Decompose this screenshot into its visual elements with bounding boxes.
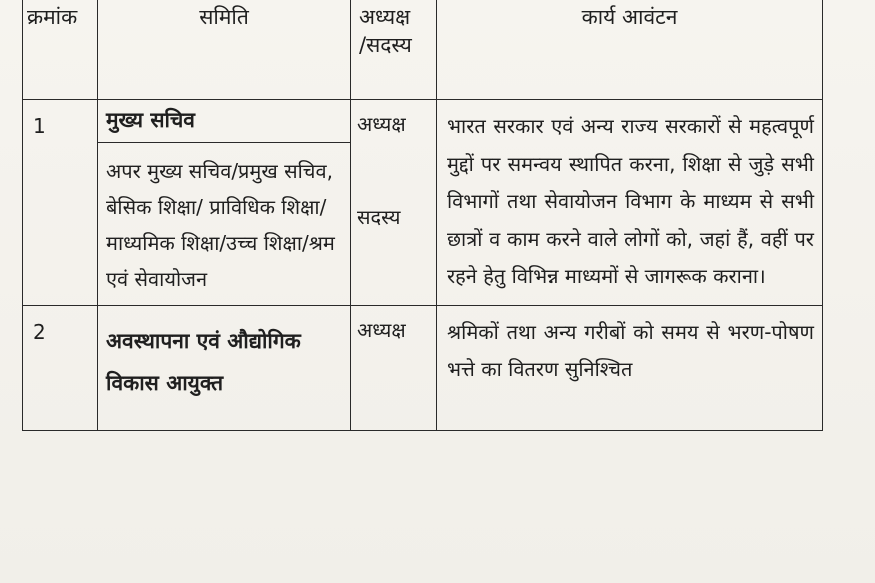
- role-cell: [351, 100, 437, 306]
- table-row: [23, 100, 823, 306]
- chair-name: मुख्य सचिव: [98, 100, 350, 143]
- work-allocation: श्रमिकों तथा अन्य गरीबों को समय से भरण-पोषण भत्ते का वितरण सुनिश्चित: [437, 306, 823, 431]
- role-chair: अध्यक्ष: [351, 306, 437, 431]
- chair-name: अवस्थापना एवं औद्योगिक विकास आयुक्त: [98, 306, 351, 431]
- serial-number: 1: [23, 100, 98, 306]
- work-allocation: भारत सरकार एवं अन्य राज्य सरकारों से महत्वपूर्ण मुद्दों पर समन्वय स्थापित करना, शिक्षा से जुड़े सभी विभागों तथा सेवायोजन विभाग के माध्यम से सभी छात्रों व काम करने वाले लोगों को, जहां हैं, वहीं पर रहने हेतु विभिन्न माध्यमों से जागरूक कराना।: [437, 100, 823, 306]
- role-chair: अध्यक्ष: [357, 112, 406, 136]
- committee-cell: [98, 100, 351, 306]
- serial-number: 2: [23, 306, 98, 431]
- committee-table: [22, 0, 823, 431]
- header-work: कार्य आवंटन: [437, 0, 823, 100]
- member-names: अपर मुख्य सचिव/प्रमुख सचिव, बेसिक शिक्षा/ प्राविधिक शिक्षा/ माध्यमिक शिक्षा/उच्च शिक्षा/श्रम एवं सेवायोजन: [106, 159, 335, 291]
- role-member: सदस्य: [357, 205, 401, 229]
- header-role: अध्यक्ष /सदस्य: [351, 0, 437, 100]
- header-committee: समिति: [98, 0, 351, 100]
- table-row: [23, 306, 823, 431]
- table-header-row: [23, 0, 823, 100]
- header-serial: क्रमांक: [23, 0, 98, 100]
